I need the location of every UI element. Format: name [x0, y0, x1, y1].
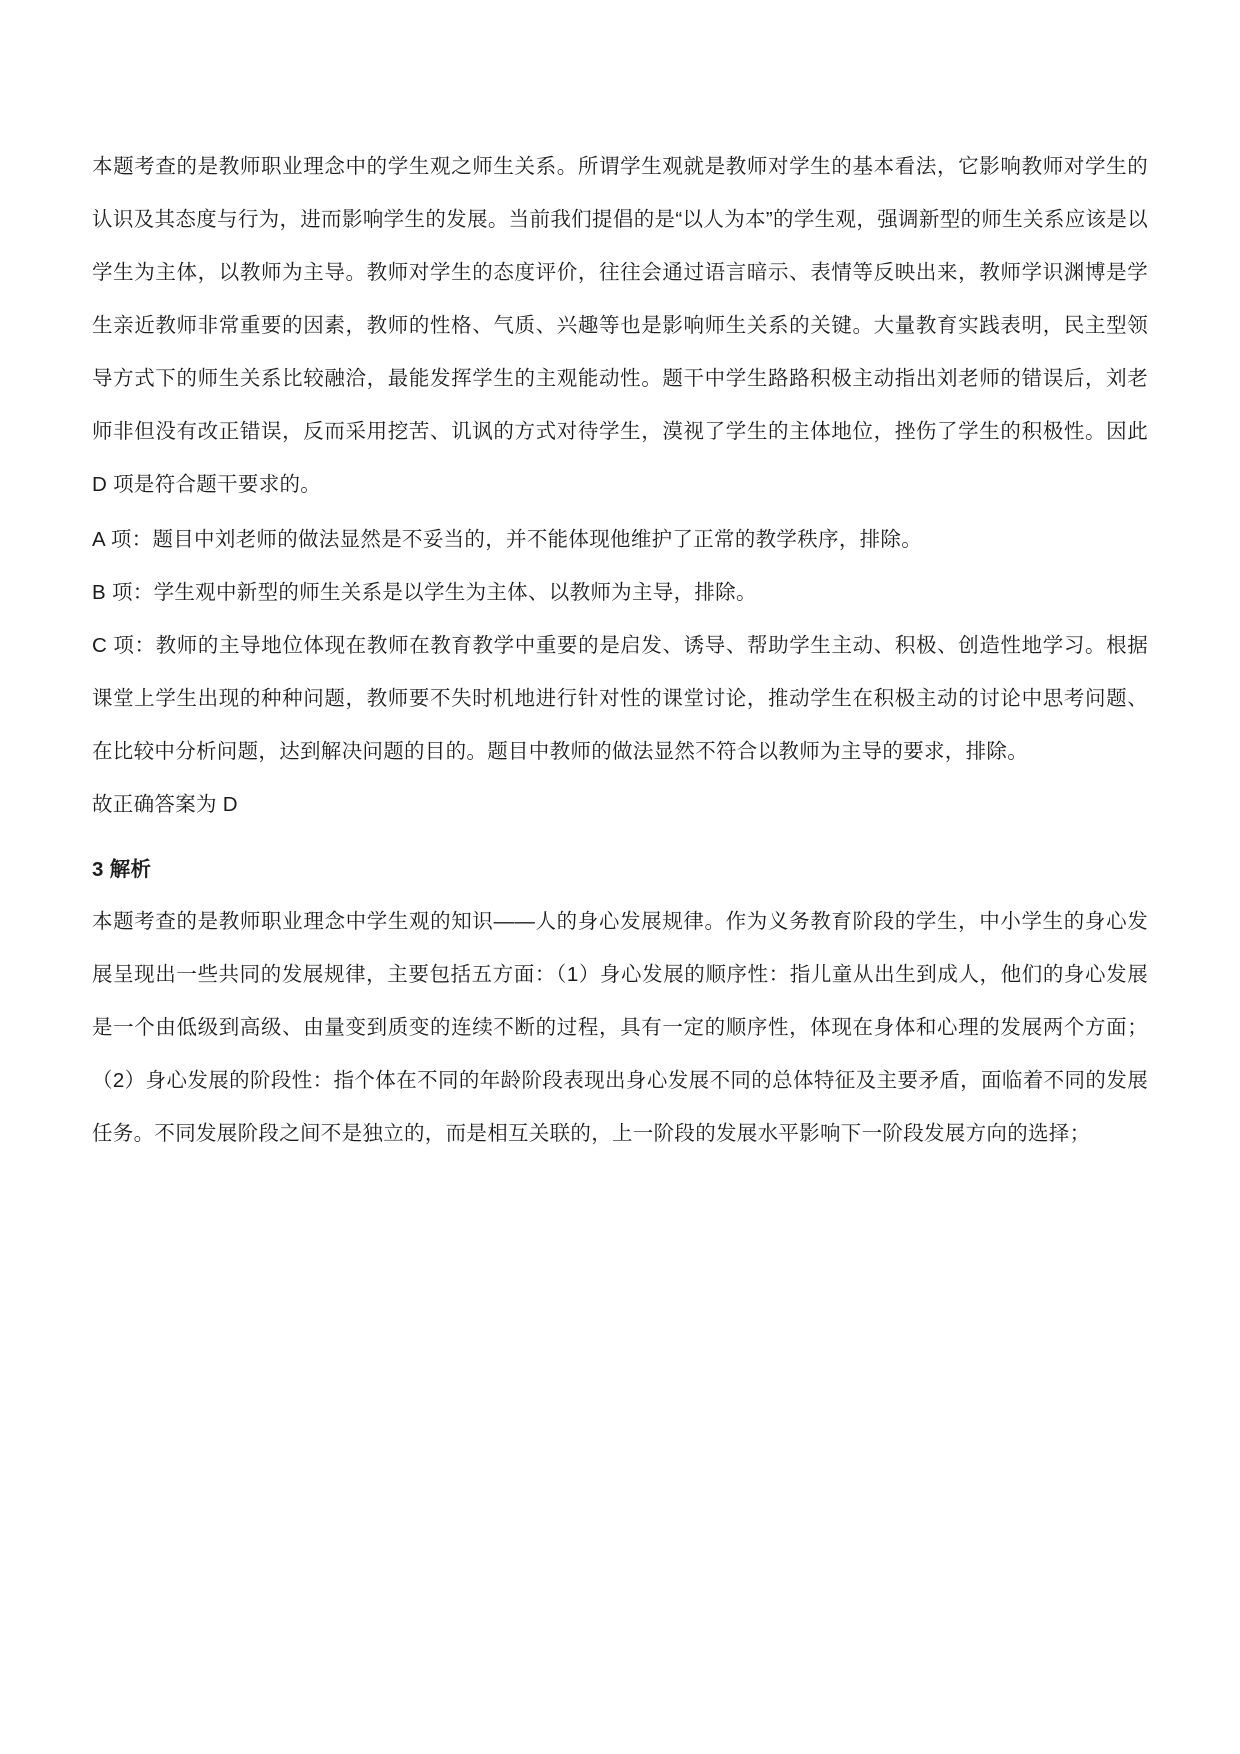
paragraph-option-a: A 项：题目中刘老师的做法显然是不妥当的，并不能体现他维护了正常的教学秩序，排除。 [92, 528, 923, 551]
paragraph-option-c: C 项：教师的主导地位体现在教师在教育教学中重要的是启发、诱导、帮助学生主动、积极、创造性地学习。根据课堂上学生出现的种种问题，教师要不失时机地进行针对性的课堂讨论，推动学生在积极主动的讨论中思考问题、在比较中分析问题，达到解决问题的目的。题目中教师的做法显然不符合以教师为主导的要求，排除。 [92, 634, 1148, 763]
paragraph-analysis-3-main: 本题考查的是教师职业理念中学生观的知识——人的身心发展规律。作为义务教育阶段的学生，中小学生的身心发展呈现出一些共同的发展规律，主要包括五方面：（1）身心发展的顺序性：指儿童从出生到成人，他们的身心发展是一个由低级到高级、由量变到质变的连续不断的过程，具有一定的顺序性，体现在身体和心理的发展两个方面；（2）身心发展的阶段性：指个体在不同的年龄阶段表现出身心发展不同的总体特征及主要矛盾，面临着不同的发展任务。不同发展阶段之间不是独立的，而是相互关联的，上一阶段的发展水平影响下一阶段发展方向的选择； [92, 910, 1148, 1145]
paragraph-analysis-main: 本题考查的是教师职业理念中的学生观之师生关系。所谓学生观就是教师对学生的基本看法，它影响教师对学生的认识及其态度与行为，进而影响学生的发展。当前我们提倡的是“以人为本”的学生观，强调新型的师生关系应该是以学生为主体，以教师为主导。教师对学生的态度评价，往往会通过语言暗示、表情等反映出来，教师学识渊博是学生亲近教师非常重要的因素，教师的性格、气质、兴趣等也是影响师生关系的关键。大量教育实践表明，民主型领导方式下的师生关系比较融洽，最能发挥学生的主观能动性。题干中学生路路积极主动指出刘老师的错误后，刘老师非但没有改正错误，反而采用挖苦、讥讽的方式对待学生，漠视了学生的主体地位，挫伤了学生的积极性。因此 D 项是符合题干要求的。 [92, 155, 1148, 496]
section-heading-analysis-3: 3 解析 [92, 858, 152, 881]
paragraph-option-b: B 项：学生观中新型的师生关系是以学生为主体、以教师为主导，排除。 [92, 581, 757, 604]
paragraph-correct-answer: 故正确答案为 D [92, 793, 238, 816]
